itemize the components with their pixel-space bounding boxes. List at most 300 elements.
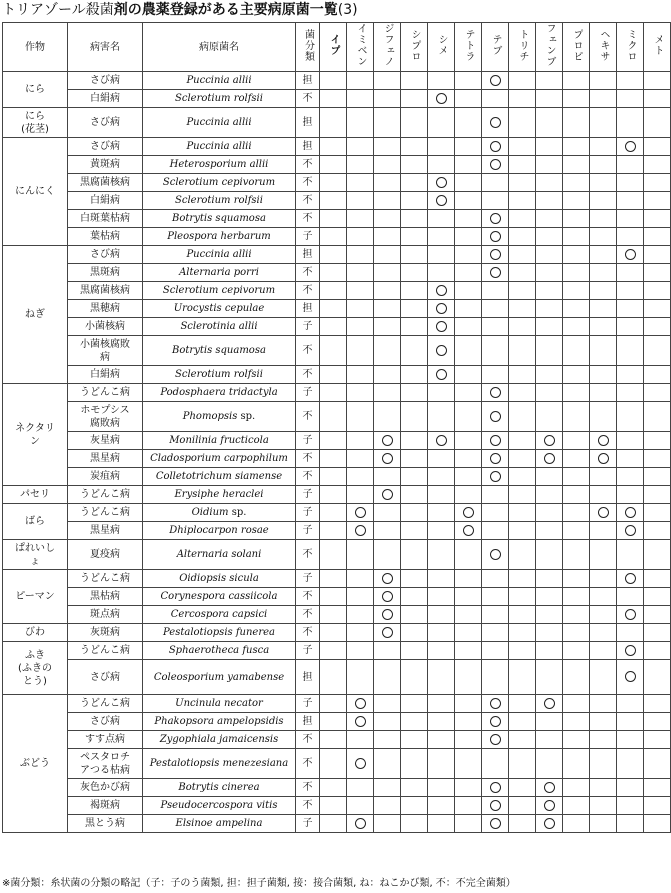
- registration-cell: [401, 192, 428, 210]
- pathogen-name: Heterosporium allii: [169, 159, 269, 170]
- pathogen-cell: [143, 570, 296, 588]
- registration-cell: [536, 713, 563, 731]
- registration-cell: [536, 815, 563, 833]
- registration-cell: [590, 264, 617, 282]
- registration-cell: [536, 228, 563, 246]
- registration-cell: [320, 713, 347, 731]
- table-row: [3, 432, 671, 450]
- registration-cell: [617, 366, 644, 384]
- registration-cell: [455, 695, 482, 713]
- registration-cell: [374, 210, 401, 228]
- registered-mark-icon: [436, 369, 447, 380]
- class-cell: 担: [296, 246, 320, 264]
- registration-cell: [455, 588, 482, 606]
- pathogen-cell: [143, 228, 296, 246]
- class-cell: 子: [296, 486, 320, 504]
- registration-cell: [347, 642, 374, 660]
- registration-cell: [401, 366, 428, 384]
- registration-cell: [320, 624, 347, 642]
- registration-cell: [644, 570, 671, 588]
- registration-cell: [401, 432, 428, 450]
- registration-cell: [455, 815, 482, 833]
- registration-cell: [509, 402, 536, 432]
- pathogen-name: Botrytis squamosa: [172, 213, 266, 224]
- pathogen-name: Pestalotiopsis funerea: [163, 627, 275, 638]
- registration-cell: [347, 210, 374, 228]
- registration-cell: [563, 522, 590, 540]
- registration-cell: [320, 336, 347, 366]
- pathogen-cell: [143, 468, 296, 486]
- registration-cell: [563, 318, 590, 336]
- registration-cell: [590, 606, 617, 624]
- registration-cell: [536, 588, 563, 606]
- registration-cell: [482, 749, 509, 779]
- registration-cell: [320, 174, 347, 192]
- registration-cell: [374, 138, 401, 156]
- registration-cell: [644, 468, 671, 486]
- pathogen-name: Coleosporium yamabense: [153, 671, 285, 683]
- pathogen-cell: [143, 192, 296, 210]
- registration-cell: [401, 660, 428, 695]
- pathogen-cell: [143, 749, 296, 779]
- registration-cell: [482, 797, 509, 815]
- registration-cell: [644, 174, 671, 192]
- registration-cell: [482, 570, 509, 588]
- registration-cell: [482, 174, 509, 192]
- registration-cell: [509, 540, 536, 570]
- registration-cell: [482, 384, 509, 402]
- pathogen-name: Oidium: [191, 507, 229, 518]
- registration-cell: [401, 797, 428, 815]
- registration-cell: [482, 210, 509, 228]
- registration-cell: [428, 366, 455, 384]
- registration-cell: [320, 731, 347, 749]
- table-row: [3, 660, 671, 695]
- registration-cell: [455, 522, 482, 540]
- disease-cell: 灰星病: [68, 432, 143, 450]
- class-cell: 不: [296, 797, 320, 815]
- registration-cell: [536, 695, 563, 713]
- table-row: [3, 246, 671, 264]
- registered-mark-icon: [625, 609, 636, 620]
- table-row: [3, 300, 671, 318]
- registration-cell: [563, 264, 590, 282]
- registration-cell: [428, 540, 455, 570]
- registration-cell: [347, 264, 374, 282]
- disease-cell: 黒枯病: [68, 588, 143, 606]
- table-row: [3, 108, 671, 138]
- registration-cell: [509, 815, 536, 833]
- registration-cell: [590, 797, 617, 815]
- registration-cell: [563, 72, 590, 90]
- registration-cell: [374, 402, 401, 432]
- disease-cell: 黒星病: [68, 450, 143, 468]
- registration-cell: [617, 72, 644, 90]
- registered-mark-icon: [490, 435, 501, 446]
- registration-cell: [320, 90, 347, 108]
- registration-cell: [374, 588, 401, 606]
- pathogen-name: Pleospora herbarum: [167, 231, 271, 242]
- registration-cell: [536, 384, 563, 402]
- registration-cell: [455, 797, 482, 815]
- registration-cell: [590, 815, 617, 833]
- registered-mark-icon: [490, 549, 501, 560]
- registration-cell: [644, 749, 671, 779]
- registered-mark-icon: [490, 213, 501, 224]
- registered-mark-icon: [544, 818, 555, 829]
- class-cell: 不: [296, 450, 320, 468]
- registration-cell: [536, 366, 563, 384]
- class-cell: 不: [296, 210, 320, 228]
- disease-cell: 黒斑病: [68, 264, 143, 282]
- registration-cell: [428, 174, 455, 192]
- registration-cell: [401, 713, 428, 731]
- registration-cell: [374, 797, 401, 815]
- pathogen-sp: sp.: [237, 411, 256, 422]
- registration-cell: [401, 731, 428, 749]
- crop-cell: ねぎ: [3, 246, 68, 384]
- header-chem: トリチ: [509, 23, 536, 72]
- registration-cell: [644, 264, 671, 282]
- registration-cell: [563, 174, 590, 192]
- registration-cell: [509, 90, 536, 108]
- table-row: [3, 504, 671, 522]
- registration-cell: [644, 228, 671, 246]
- registration-cell: [347, 486, 374, 504]
- registration-cell: [455, 731, 482, 749]
- registration-cell: [617, 336, 644, 366]
- table-row: [3, 713, 671, 731]
- registration-cell: [455, 192, 482, 210]
- registration-cell: [563, 336, 590, 366]
- registration-cell: [617, 156, 644, 174]
- pathogen-cell: [143, 300, 296, 318]
- registration-cell: [320, 318, 347, 336]
- registration-cell: [617, 174, 644, 192]
- registration-cell: [590, 246, 617, 264]
- registration-cell: [401, 300, 428, 318]
- registration-cell: [590, 570, 617, 588]
- registration-cell: [617, 749, 644, 779]
- registration-cell: [509, 468, 536, 486]
- registration-cell: [320, 522, 347, 540]
- registration-cell: [617, 450, 644, 468]
- registration-cell: [428, 228, 455, 246]
- pathogen-table: [2, 22, 671, 833]
- registration-cell: [428, 264, 455, 282]
- registration-cell: [428, 749, 455, 779]
- registration-cell: [563, 797, 590, 815]
- registration-cell: [401, 402, 428, 432]
- registration-cell: [374, 228, 401, 246]
- registration-cell: [455, 504, 482, 522]
- registration-cell: [644, 192, 671, 210]
- registration-cell: [428, 90, 455, 108]
- registration-cell: [563, 660, 590, 695]
- registration-cell: [401, 210, 428, 228]
- registered-mark-icon: [490, 267, 501, 278]
- registration-cell: [401, 450, 428, 468]
- disease-cell: 炭疽病: [68, 468, 143, 486]
- registration-cell: [401, 90, 428, 108]
- crop-cell: にら: [3, 72, 68, 108]
- registration-cell: [536, 210, 563, 228]
- registration-cell: [563, 606, 590, 624]
- registration-cell: [320, 779, 347, 797]
- disease-cell: うどんこ病: [68, 384, 143, 402]
- registration-cell: [617, 606, 644, 624]
- registration-cell: [644, 108, 671, 138]
- table-row: [3, 540, 671, 570]
- registered-mark-icon: [355, 698, 366, 709]
- registration-cell: [563, 450, 590, 468]
- registration-cell: [509, 432, 536, 450]
- registration-cell: [590, 384, 617, 402]
- registration-cell: [644, 797, 671, 815]
- registration-cell: [563, 540, 590, 570]
- header-chem: メト: [644, 23, 671, 72]
- registration-cell: [455, 264, 482, 282]
- class-cell: 不: [296, 624, 320, 642]
- registration-cell: [617, 138, 644, 156]
- disease-cell: さび病: [68, 713, 143, 731]
- registration-cell: [374, 713, 401, 731]
- pathogen-name: Sclerotium rolfsii: [175, 369, 263, 380]
- pathogen-name: Puccinia allii: [186, 117, 252, 128]
- registration-cell: [401, 588, 428, 606]
- table-row: [3, 336, 671, 366]
- registration-cell: [428, 815, 455, 833]
- registered-mark-icon: [598, 507, 609, 518]
- registration-cell: [644, 815, 671, 833]
- registration-cell: [536, 156, 563, 174]
- registration-cell: [482, 468, 509, 486]
- class-cell: 子: [296, 570, 320, 588]
- table-row: [3, 72, 671, 90]
- pathogen-name: Colletotrichum siamense: [155, 471, 283, 482]
- registered-mark-icon: [490, 716, 501, 727]
- table-row: [3, 450, 671, 468]
- registration-cell: [347, 300, 374, 318]
- pathogen-cell: [143, 486, 296, 504]
- pathogen-cell: [143, 695, 296, 713]
- registered-mark-icon: [355, 758, 366, 769]
- registration-cell: [590, 192, 617, 210]
- registration-cell: [536, 522, 563, 540]
- registration-cell: [644, 156, 671, 174]
- crop-cell: ふき (ふきの とう): [3, 642, 68, 695]
- registration-cell: [509, 522, 536, 540]
- registration-cell: [536, 402, 563, 432]
- registration-cell: [347, 108, 374, 138]
- class-cell: 子: [296, 695, 320, 713]
- disease-cell: 小菌核腐敗 病: [68, 336, 143, 366]
- pathogen-name: Pestalotiopsis menezesiana: [149, 758, 289, 769]
- class-cell: 不: [296, 588, 320, 606]
- registration-cell: [590, 138, 617, 156]
- registered-mark-icon: [490, 698, 501, 709]
- registration-cell: [374, 504, 401, 522]
- registration-cell: [428, 624, 455, 642]
- registered-mark-icon: [598, 453, 609, 464]
- registration-cell: [617, 468, 644, 486]
- registered-mark-icon: [598, 435, 609, 446]
- registration-cell: [455, 156, 482, 174]
- registration-cell: [563, 588, 590, 606]
- registration-cell: [320, 138, 347, 156]
- registration-cell: [482, 264, 509, 282]
- registration-cell: [563, 138, 590, 156]
- pathogen-cell: [143, 336, 296, 366]
- table-row: [3, 156, 671, 174]
- registration-cell: [347, 468, 374, 486]
- registration-cell: [320, 486, 347, 504]
- registration-cell: [563, 504, 590, 522]
- registration-cell: [428, 642, 455, 660]
- registration-cell: [347, 336, 374, 366]
- registration-cell: [347, 522, 374, 540]
- class-cell: 子: [296, 815, 320, 833]
- registration-cell: [590, 108, 617, 138]
- registration-cell: [455, 210, 482, 228]
- registration-cell: [401, 228, 428, 246]
- table-row: [3, 731, 671, 749]
- registered-mark-icon: [382, 435, 393, 446]
- registration-cell: [482, 624, 509, 642]
- registration-cell: [482, 588, 509, 606]
- registration-cell: [509, 504, 536, 522]
- registration-cell: [509, 246, 536, 264]
- registration-cell: [482, 540, 509, 570]
- registration-cell: [455, 318, 482, 336]
- registration-cell: [509, 174, 536, 192]
- registration-cell: [401, 264, 428, 282]
- registration-cell: [590, 522, 617, 540]
- registration-cell: [347, 138, 374, 156]
- disease-cell: 斑点病: [68, 606, 143, 624]
- class-cell: 担: [296, 138, 320, 156]
- crop-cell: ピーマン: [3, 570, 68, 624]
- registration-cell: [347, 318, 374, 336]
- registered-mark-icon: [382, 627, 393, 638]
- registration-cell: [374, 174, 401, 192]
- registered-mark-icon: [490, 471, 501, 482]
- table-header-row: [3, 23, 671, 72]
- registration-cell: [644, 246, 671, 264]
- disease-cell: 白絹病: [68, 366, 143, 384]
- registered-mark-icon: [544, 698, 555, 709]
- registration-cell: [320, 642, 347, 660]
- registration-cell: [509, 336, 536, 366]
- registration-cell: [482, 192, 509, 210]
- registration-cell: [347, 402, 374, 432]
- registration-cell: [536, 540, 563, 570]
- class-cell: 不: [296, 402, 320, 432]
- class-cell: 子: [296, 504, 320, 522]
- class-cell: 不: [296, 156, 320, 174]
- crop-cell: にんにく: [3, 138, 68, 246]
- table-row: [3, 282, 671, 300]
- pathogen-cell: [143, 138, 296, 156]
- registration-cell: [536, 731, 563, 749]
- registration-cell: [482, 90, 509, 108]
- header-chem: フェンブ: [536, 23, 563, 72]
- registration-cell: [482, 695, 509, 713]
- registration-cell: [644, 606, 671, 624]
- registration-cell: [536, 432, 563, 450]
- registration-cell: [482, 606, 509, 624]
- registration-cell: [347, 282, 374, 300]
- header-chem: シプロ: [401, 23, 428, 72]
- registration-cell: [644, 713, 671, 731]
- pathogen-cell: [143, 815, 296, 833]
- registration-cell: [455, 713, 482, 731]
- registration-cell: [563, 695, 590, 713]
- registered-mark-icon: [382, 453, 393, 464]
- registered-mark-icon: [625, 507, 636, 518]
- pathogen-name: Oidiopsis sicula: [179, 573, 259, 584]
- registration-cell: [617, 779, 644, 797]
- registration-cell: [455, 660, 482, 695]
- registration-cell: [509, 606, 536, 624]
- registration-cell: [347, 588, 374, 606]
- registration-cell: [590, 731, 617, 749]
- registration-cell: [509, 695, 536, 713]
- registration-cell: [644, 588, 671, 606]
- registration-cell: [401, 779, 428, 797]
- class-cell: 不: [296, 90, 320, 108]
- pathogen-name: Phomopsis: [182, 411, 238, 422]
- registration-cell: [563, 570, 590, 588]
- page-title: トリアゾール殺菌剤の農薬登録がある主要病原菌一覧(3): [2, 2, 358, 18]
- registration-cell: [428, 660, 455, 695]
- pathogen-cell: [143, 90, 296, 108]
- pathogen-name: Cercospora capsici: [170, 609, 268, 620]
- registration-cell: [428, 588, 455, 606]
- registration-cell: [509, 228, 536, 246]
- table-row: [3, 606, 671, 624]
- registration-cell: [617, 108, 644, 138]
- pathogen-name: Zygophiala jamaicensis: [159, 734, 279, 745]
- footnote: ※菌分類：糸状菌の分類の略記（子：子のう菌類, 担：担子菌類, 接：接合菌類, ね：ねこかび類, 不：不完全菌類）: [2, 878, 516, 889]
- pathogen-cell: [143, 660, 296, 695]
- pathogen-name: Puccinia allii: [186, 75, 252, 86]
- class-cell: 不: [296, 779, 320, 797]
- registration-cell: [482, 779, 509, 797]
- registration-cell: [482, 336, 509, 366]
- class-cell: 不: [296, 192, 320, 210]
- pathogen-name: Botrytis squamosa: [172, 345, 266, 356]
- registration-cell: [401, 156, 428, 174]
- registration-cell: [401, 246, 428, 264]
- disease-cell: すす点病: [68, 731, 143, 749]
- registered-mark-icon: [490, 249, 501, 260]
- registered-mark-icon: [625, 141, 636, 152]
- registration-cell: [320, 815, 347, 833]
- registration-cell: [320, 156, 347, 174]
- registration-cell: [320, 468, 347, 486]
- registration-cell: [590, 402, 617, 432]
- registration-cell: [644, 90, 671, 108]
- class-cell: 不: [296, 540, 320, 570]
- registration-cell: [509, 192, 536, 210]
- table-row: [3, 779, 671, 797]
- registration-cell: [455, 90, 482, 108]
- registered-mark-icon: [355, 525, 366, 536]
- pathogen-name: Uncinula necator: [175, 698, 263, 709]
- registration-cell: [617, 300, 644, 318]
- registration-cell: [401, 72, 428, 90]
